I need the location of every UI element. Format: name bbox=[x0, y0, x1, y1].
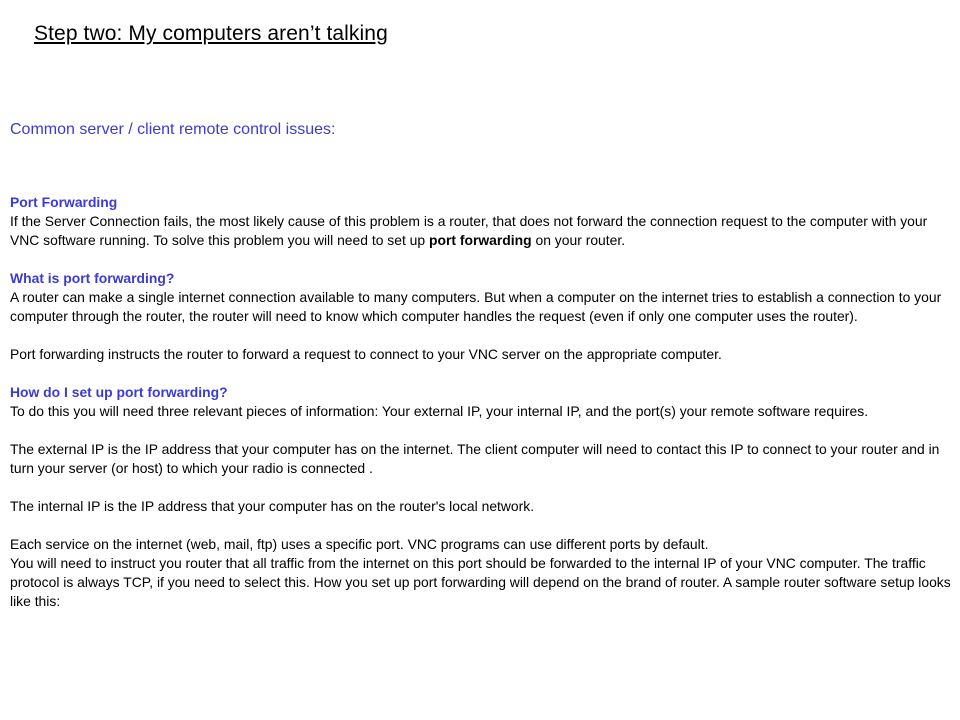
paragraph: You will need to instruct you router that all traffic from the internet on this port should be forwarded to the internal IP of your VNC computer. The traffic protocol is always TCP, if you need to select this. How you set up port forwarding will depend on the brand of router. A sample router software setup looks like this: bbox=[10, 555, 951, 609]
paragraph: The external IP is the IP address that your computer has on the internet. The client computer will need to contact this IP to connect to your router and in turn your server (or host) to which your radio is connected . bbox=[10, 441, 940, 476]
section-heading-how-to: How do I set up port forwarding? bbox=[10, 384, 228, 400]
paragraph: Each service on the internet (web, mail, ftp) uses a specific port. VNC programs can use different ports by default. bbox=[10, 536, 709, 552]
paragraph: The internal IP is the IP address that your computer has on the router's local network. bbox=[10, 498, 535, 514]
paragraph bbox=[10, 212, 955, 250]
paragraph-text: If the Server Connection fails, the most likely cause of this problem is a router, that does not forward the connection request to the computer with your VNC software running. To solve this problem you will need to set up bbox=[10, 213, 928, 248]
paragraph: To do this you will need three relevant pieces of information: Your external IP, your internal IP, and the port(s) your remote software requires. bbox=[10, 403, 869, 419]
page-title: Step two: My computers aren’t talking bbox=[34, 22, 388, 45]
section-heading-what-is: What is port forwarding? bbox=[10, 270, 175, 286]
document-body bbox=[10, 193, 955, 611]
bold-term: port forwarding bbox=[429, 232, 532, 248]
page-subtitle: Common server / client remote control issues: bbox=[10, 121, 336, 138]
paragraph: A router can make a single internet connection available to many computers. But when a computer on the internet tries to establish a connection to your computer through the router, the router will need to know which computer handles the request (even if only one computer uses the router). bbox=[10, 289, 942, 324]
paragraph-text: on your router. bbox=[531, 232, 626, 248]
paragraph: Port forwarding instructs the router to forward a request to connect to your VNC server on the appropriate computer. bbox=[10, 346, 722, 362]
section-heading-port-forwarding: Port Forwarding bbox=[10, 194, 118, 210]
